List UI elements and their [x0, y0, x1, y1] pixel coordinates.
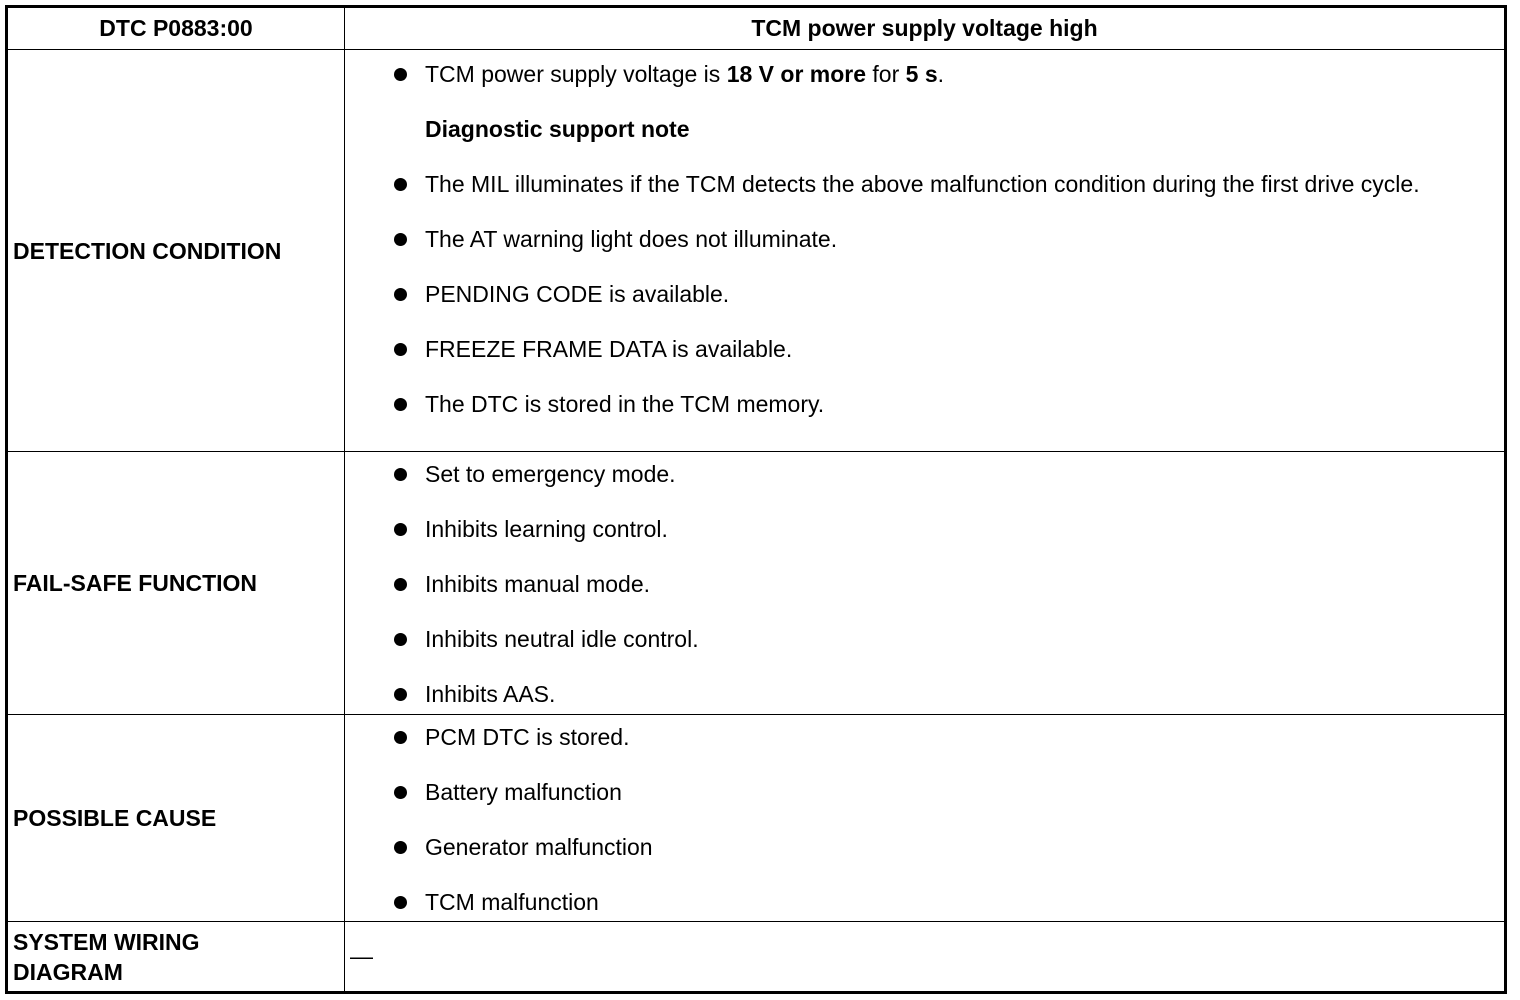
dtc-table	[5, 5, 1507, 994]
dtc-title: TCM power supply voltage high	[345, 7, 1506, 50]
list-item: PENDING CODE is available.	[345, 279, 1504, 309]
empty-value-dash: —	[350, 943, 373, 969]
list-item: The DTC is stored in the TCM memory.	[345, 389, 1504, 419]
bullet-icon	[394, 896, 407, 909]
bullet-icon	[394, 343, 407, 356]
bullet-icon	[394, 68, 407, 81]
bullet-icon	[394, 841, 407, 854]
list-item: PCM DTC is stored.	[345, 722, 1504, 752]
bullet-icon	[394, 731, 407, 744]
fail-safe-function-content	[345, 452, 1506, 715]
wiring-row	[7, 922, 1506, 993]
list-item: Inhibits manual mode.	[345, 569, 1504, 599]
detection-condition-content	[345, 50, 1506, 452]
list-item: The MIL illuminates if the TCM detects the above malfunction condition during the first drive cycle.	[345, 169, 1504, 199]
possible-cause-content	[345, 715, 1506, 922]
detection-condition-label: DETECTION CONDITION	[7, 50, 345, 452]
list-item: Inhibits learning control.	[345, 514, 1504, 544]
fail-safe-function-label: FAIL-SAFE FUNCTION	[7, 452, 345, 715]
bullet-icon	[394, 578, 407, 591]
list-item: Inhibits neutral idle control.	[345, 624, 1504, 654]
detection-row	[7, 50, 1506, 452]
system-wiring-diagram-label: SYSTEM WIRING DIAGRAM	[7, 922, 345, 993]
header-row	[7, 7, 1506, 50]
list-item: The AT warning light does not illuminate.	[345, 224, 1504, 254]
system-wiring-diagram-content	[345, 922, 1506, 993]
list-item: Inhibits AAS.	[345, 679, 1504, 709]
bullet-icon	[394, 233, 407, 246]
bullet-icon	[394, 786, 407, 799]
diagnostic-support-note-title: Diagnostic support note	[425, 116, 690, 142]
list-item: TCM power supply voltage is 18 V or more for 5 s.	[345, 59, 1504, 89]
dtc-code: DTC P0883:00	[7, 7, 345, 50]
bullet-icon	[394, 288, 407, 301]
bullet-icon	[394, 523, 407, 536]
bullet-icon	[394, 688, 407, 701]
bullet-icon	[394, 468, 407, 481]
list-item: Set to emergency mode.	[345, 459, 1504, 489]
list-item: Generator malfunction	[345, 832, 1504, 862]
failsafe-row	[7, 452, 1506, 715]
possible-cause-label: POSSIBLE CAUSE	[7, 715, 345, 922]
cause-row	[7, 715, 1506, 922]
list-item: Battery malfunction	[345, 777, 1504, 807]
list-item: TCM malfunction	[345, 887, 1504, 917]
bullet-icon	[394, 178, 407, 191]
bullet-icon	[394, 633, 407, 646]
list-item: FREEZE FRAME DATA is available.	[345, 334, 1504, 364]
bullet-icon	[394, 398, 407, 411]
